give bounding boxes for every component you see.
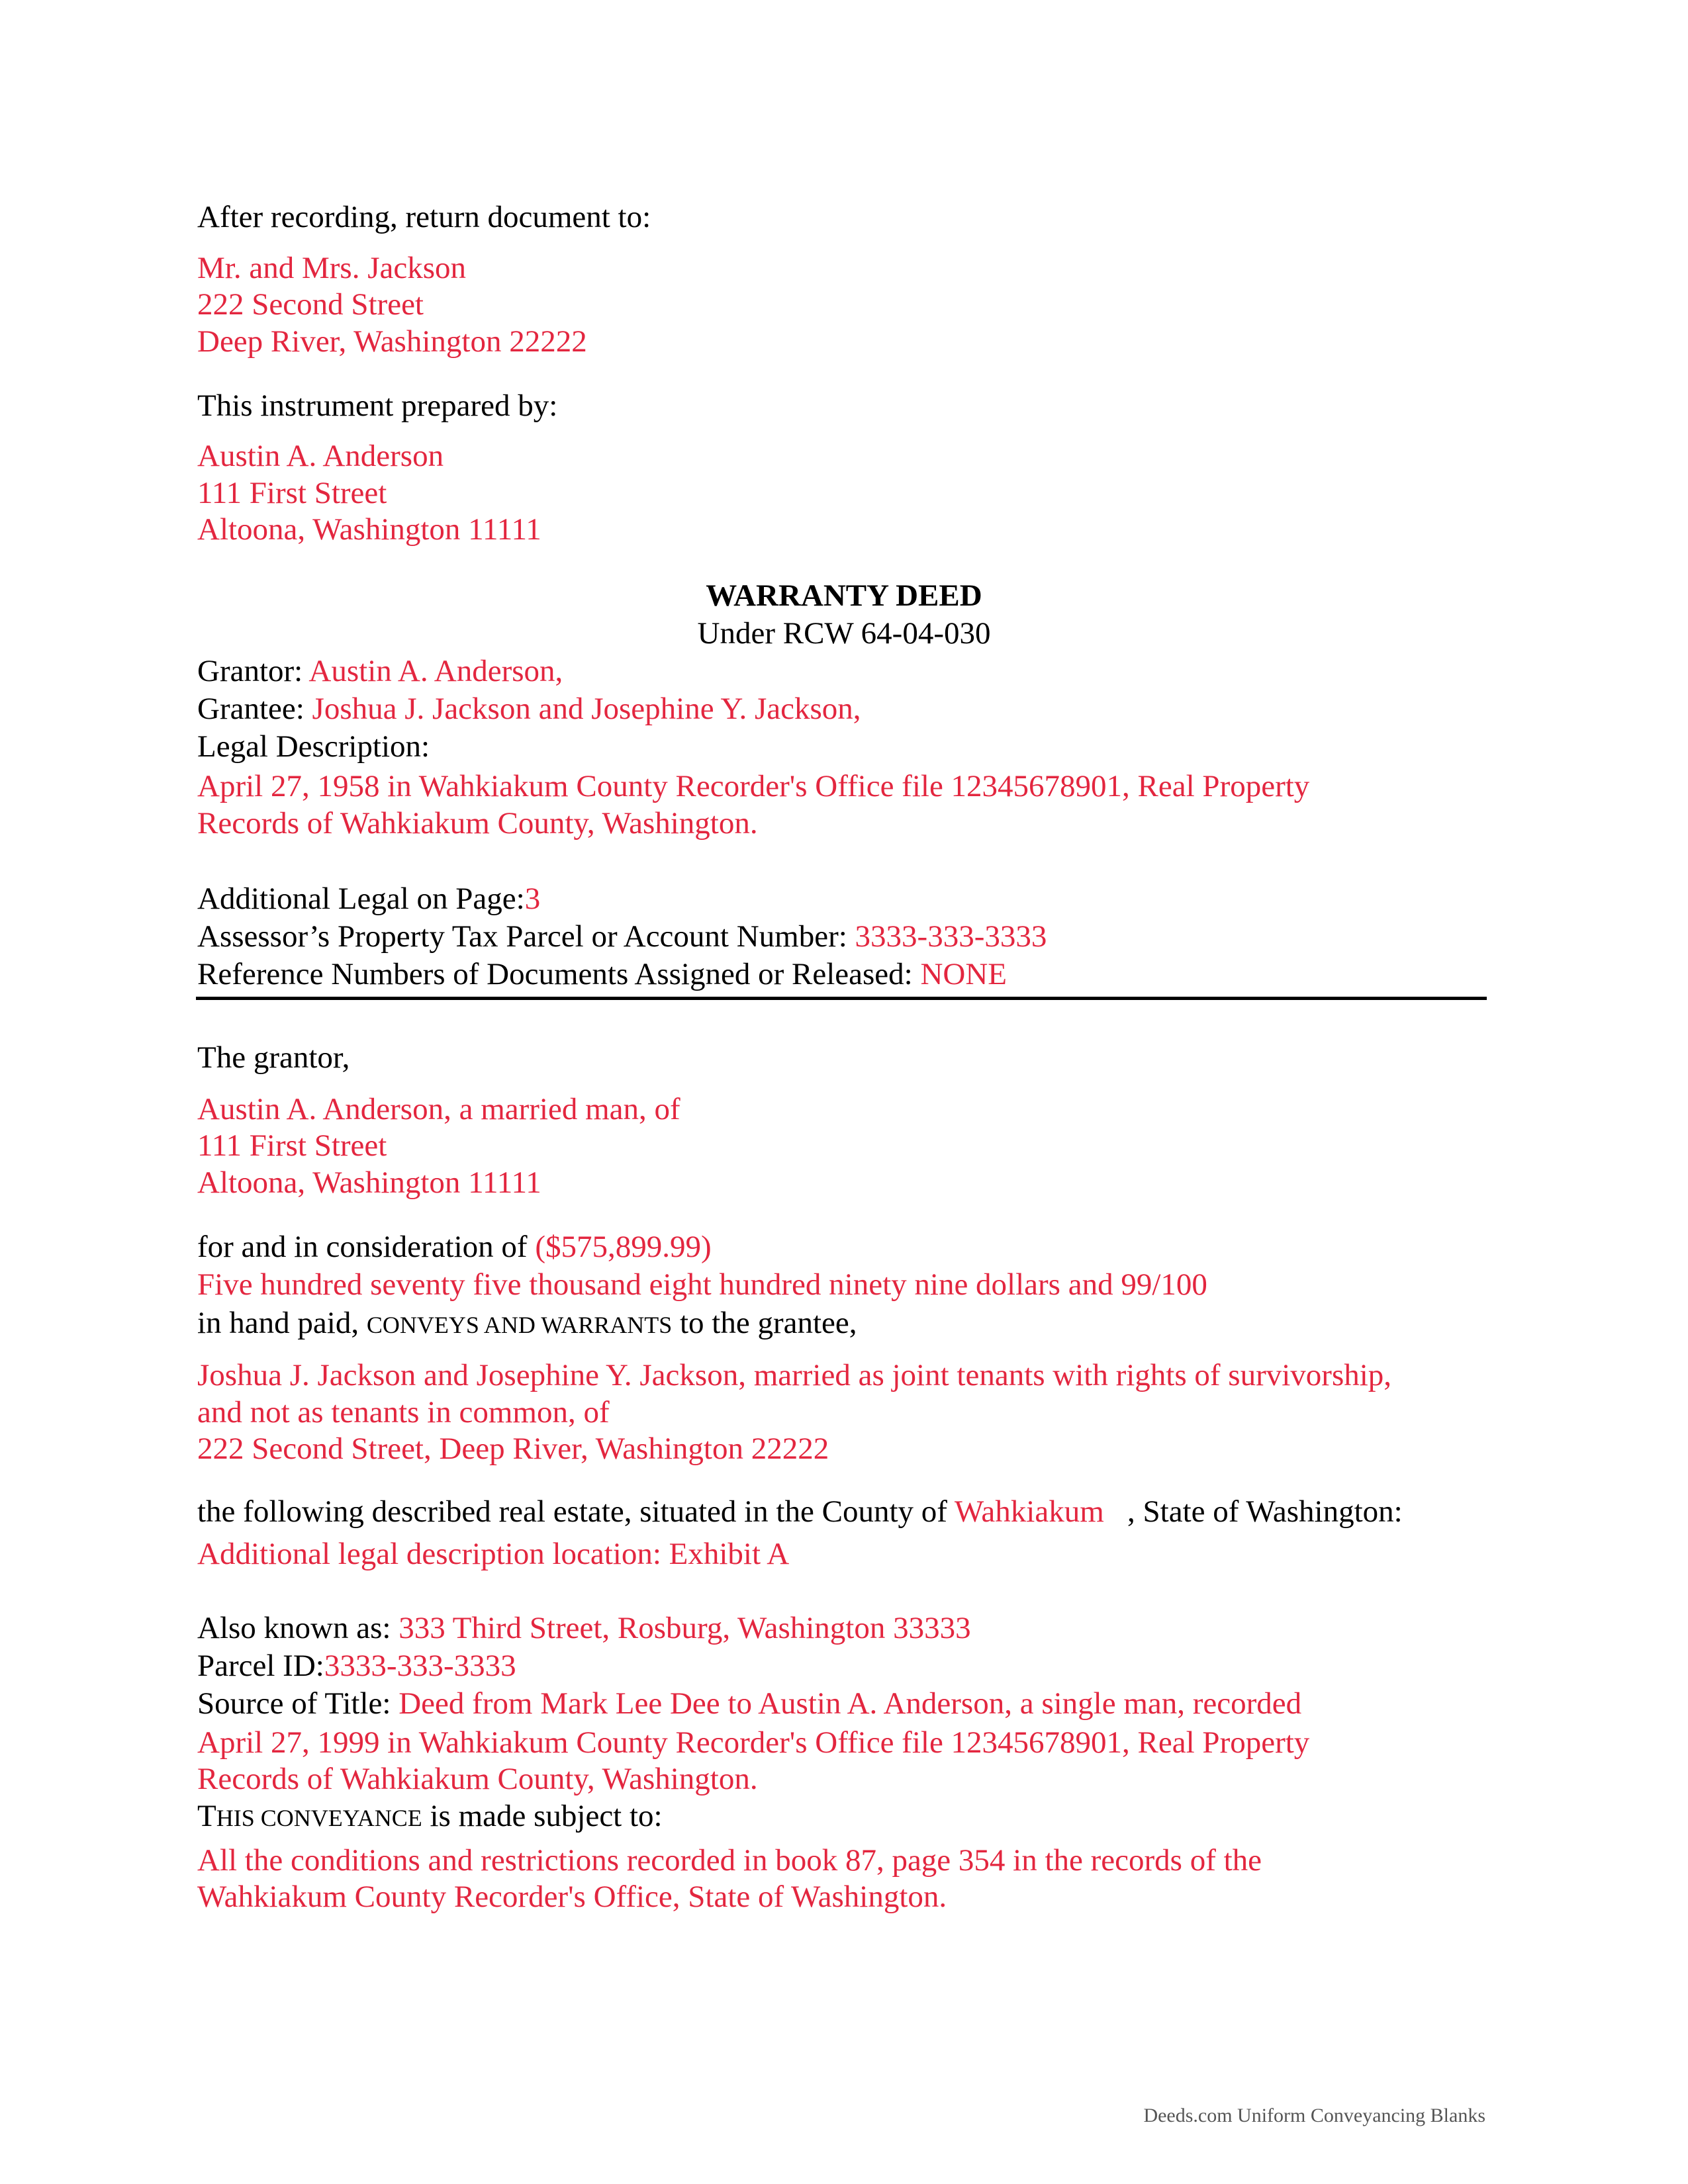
body-grantee-line-1: Joshua J. Jackson and Josephine Y. Jackson, married as joint tenants with rights of survivorship, — [197, 1358, 1392, 1392]
consideration-amount: ($575,899.99) — [535, 1230, 712, 1264]
hand-paid-text: in hand paid, — [197, 1306, 359, 1340]
grantor-intro: The grantor, — [197, 1040, 350, 1075]
conveys-line — [197, 1304, 857, 1343]
conditions-line-2: Wahkiakum County Recorder's Office, State of Washington. — [197, 1880, 947, 1914]
return-to-name: Mr. and Mrs. Jackson — [197, 251, 466, 285]
county-post-text: , State of Washington: — [1127, 1494, 1403, 1529]
footer-attribution: Deeds.com Uniform Conveyancing Blanks — [1143, 2105, 1485, 2126]
consideration-line — [197, 1228, 712, 1265]
return-to-heading: After recording, return document to: — [197, 200, 651, 234]
conveyance-initial: T — [197, 1799, 216, 1833]
conveyance-post-text: is made subject to: — [430, 1799, 663, 1833]
also-known-as-label: Also known as: — [197, 1611, 391, 1645]
return-to-street: 222 Second Street — [197, 287, 424, 322]
legal-description-line-1: April 27, 1958 in Wahkiakum County Recorder's Office file 12345678901, Real Property — [197, 769, 1310, 803]
grantor-value: Austin A. Anderson, — [308, 654, 563, 688]
body-grantor-city: Altoona, Washington 11111 — [197, 1165, 541, 1200]
body-grantee-address: 222 Second Street, Deep River, Washington 22222 — [197, 1432, 829, 1466]
source-of-title-label: Source of Title: — [197, 1686, 391, 1721]
legal-description-label: Legal Description: — [197, 729, 430, 764]
also-known-as-line — [197, 1610, 971, 1647]
county-value: Wahkiakum — [954, 1494, 1104, 1529]
prepared-by-street: 111 First Street — [197, 476, 387, 510]
prepared-by-name: Austin A. Anderson — [197, 439, 444, 473]
parcel-number-value: 3333-333-3333 — [855, 919, 1047, 954]
return-to-city: Deep River, Washington 22222 — [197, 324, 587, 359]
reference-numbers-value: NONE — [920, 957, 1007, 991]
prepared-by-heading: This instrument prepared by: — [197, 388, 558, 423]
consideration-label: for and in consideration of — [197, 1230, 528, 1264]
grantee-field — [197, 690, 861, 727]
additional-legal-label: Additional Legal on Page: — [197, 882, 525, 916]
grantee-value: Joshua J. Jackson and Josephine Y. Jackson, — [312, 692, 861, 726]
source-of-title-line-3: Records of Wahkiakum County, Washington. — [197, 1762, 758, 1796]
body-grantor-street: 111 First Street — [197, 1128, 387, 1163]
document-title: WARRANTY DEED — [706, 578, 982, 613]
parcel-id-line — [197, 1647, 516, 1684]
parcel-id-value: 3333-333-3333 — [324, 1649, 516, 1683]
additional-legal-location: Additional legal description location: Exhibit A — [197, 1537, 790, 1571]
parcel-id-label: Parcel ID: — [197, 1649, 324, 1683]
conveys-and-warrants: CONVEYS AND WARRANTS — [366, 1312, 673, 1338]
grantor-field — [197, 653, 563, 690]
source-of-title-line-2: April 27, 1999 in Wahkiakum County Recorder's Office file 12345678901, Real Property — [197, 1725, 1310, 1760]
source-of-title-line-1: Deed from Mark Lee Dee to Austin A. Anderson, a single man, recorded — [399, 1686, 1302, 1721]
also-known-as-value: 333 Third Street, Rosburg, Washington 33333 — [399, 1611, 971, 1645]
document-subtitle: Under RCW 64-04-030 — [697, 616, 991, 651]
grantee-label: Grantee: — [197, 692, 305, 726]
parcel-number-label: Assessor’s Property Tax Parcel or Account Number: — [197, 919, 847, 954]
to-grantee-text: to the grantee, — [679, 1306, 857, 1340]
grantor-label: Grantor: — [197, 654, 303, 688]
reference-numbers-field — [197, 956, 1007, 993]
conditions-line-1: All the conditions and restrictions recorded in book 87, page 354 in the records of the — [197, 1843, 1262, 1878]
county-line — [197, 1493, 1403, 1530]
section-divider — [196, 997, 1487, 1000]
body-grantor-name: Austin A. Anderson, a married man, of — [197, 1092, 680, 1126]
prepared-by-city: Altoona, Washington 11111 — [197, 512, 541, 547]
source-of-title-line — [197, 1685, 1301, 1722]
parcel-number-field — [197, 918, 1047, 955]
conveyance-smallcaps: HIS CONVEYANCE — [216, 1805, 422, 1831]
additional-legal-field — [197, 880, 540, 917]
legal-description-line-2: Records of Wahkiakum County, Washington. — [197, 806, 758, 841]
additional-legal-value: 3 — [524, 882, 541, 916]
consideration-words: Five hundred seventy five thousand eight hundred ninety nine dollars and 99/100 — [197, 1267, 1207, 1302]
body-grantee-line-2: and not as tenants in common, of — [197, 1395, 610, 1430]
reference-numbers-label: Reference Numbers of Documents Assigned or Released: — [197, 957, 913, 991]
county-pre-text: the following described real estate, situated in the County of — [197, 1494, 947, 1529]
conveyance-subject-line — [197, 1797, 663, 1837]
